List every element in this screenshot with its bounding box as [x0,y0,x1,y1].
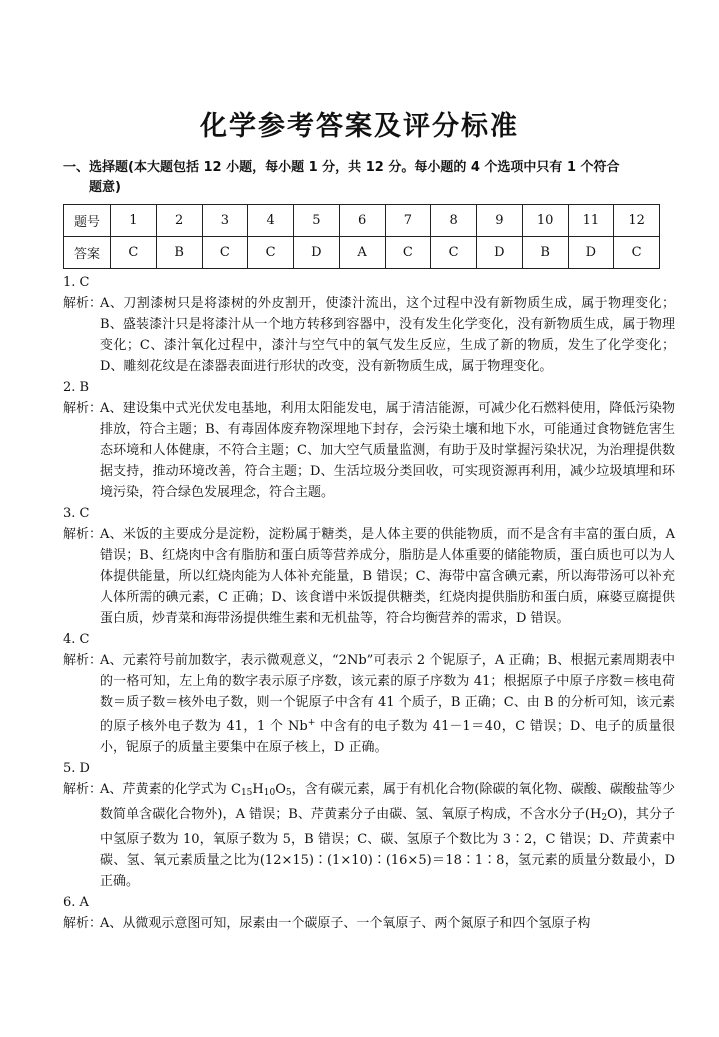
table-cell-number: 7 [385,205,431,237]
explanation-text: A、从微观示意图可知，尿素由一个碳原子、一个氧原子、两个氮原子和四个氢原子构 [100,916,591,931]
formula-subscript: 2 [601,813,608,823]
table-cell-answer: C [111,237,157,269]
table-cell-answer: B [156,237,202,269]
formula-subscript: 15 [240,788,253,798]
explanation-label: 解析： [63,782,103,797]
explanation-label: 解析： [63,527,103,542]
explanation-block [63,524,675,629]
table-cell-answer: D [294,237,340,269]
ion-charge-superscript: + [307,718,316,728]
table-cell-number: 3 [202,205,248,237]
explanation-label: 解析： [63,653,103,668]
answer-table [63,204,660,269]
explanation-text-part: ，含有碳元素，属于有机化合物(除碳的氧化物、碳酸、碳酸盐等少数简单含碳化合物外)，A 错误；B、芹黄素分子由碳、氢、氧原子构成，不含水分子(H [100,782,675,822]
explanations [63,272,675,934]
explanation-label: 解析： [63,401,103,416]
table-cell-number: 10 [522,205,568,237]
explanation-block [63,650,675,758]
section-heading [63,158,673,198]
question-number: 5. D [63,761,90,776]
explanation-block [63,779,675,892]
answer-table-number-row [64,205,660,237]
explanation-text: A、米饭的主要成分是淀粉，淀粉属于糖类，是人体主要的供能物质，而不是含有丰富的蛋白质，A 错误；B、红烧肉中含有脂肪和蛋白质等营养成分，脂肪是人体重要的储能物质，蛋白质也可以为人体提供能量，所以红烧肉能为人体补充能量，B 错误；C、海带中富含碘元素，所以海带汤可以补充人体所需的碘元素，C 正确；D、该食谱中米饭提供糖类，红烧肉提供脂肪和蛋白质，麻婆豆腐提供蛋白质，炒青菜和海带汤提供维生素和无机盐等，符合均衡营养的需求，D 错误。 [100,527,675,626]
question-number: 1. C [63,275,90,290]
table-cell-answer: A [339,237,385,269]
explanation-text [100,782,675,889]
table-cell-answer: C [385,237,431,269]
explanation-text-part: A、元素符号前加数字，表示微观意义，“2Nb”可表示 2 个铌原子，A 正确；B、根据元素周期表中的一格可知，左上角的数字表示原子序数，该元素的原子序数为 41；根据原子中原子序数＝核电荷数＝质子数＝核外电子数，则一个铌原子中含有 41 个质子，B 正确；C、由 B 的分析可知，该元素的原子核外电子数为 41，1 个 Nb [100,653,675,734]
question-number: 4. C [63,632,90,647]
question-number: 6. A [63,895,89,910]
explanation-text-part: H [252,782,264,797]
explanation-text-part: 中含有的电子数为 41－1＝40，C 错误；D、电子的质量很小，铌原子的质量主要集中在原子核上，D 正确。 [100,719,675,755]
explanation-label: 解析： [63,296,103,311]
explanation-text [100,653,675,755]
table-cell-number: 6 [339,205,385,237]
question-number: 3. C [63,506,90,521]
table-header-number: 题号 [64,205,111,237]
explanation-block [63,293,675,377]
explanation-block [63,398,675,503]
formula-subscript: 10 [263,788,276,798]
table-cell-answer: D [568,237,614,269]
table-cell-answer: D [477,237,523,269]
page-title: 化学参考答案及评分标准 [200,111,519,142]
section-heading-line: 一、选择题(本大题包括 12 小题，每小题 1 分，共 12 分。每小题的 4 个选项中只有 1 个符合 [63,160,620,175]
table-cell-number: 12 [614,205,660,237]
table-cell-number: 5 [294,205,340,237]
table-cell-number: 9 [477,205,523,237]
table-cell-number: 4 [248,205,294,237]
explanation-text: A、建设集中式光伏发电基地，利用太阳能发电，属于清洁能源，可减少化石燃料使用，降低污染物排放，符合主题；B、有毒固体废弃物深埋地下封存，会污染土壤和地下水，可能通过食物链危害生态环境和人体健康，不符合主题；C、加大空气质量监测，有助于及时掌握污染状况，为治理提供数据支持，推动环境改善，符合主题；D、生活垃圾分类回收，可实现资源再利用，减少垃圾填埋和环境污染，符合绿色发展理念，符合主题。 [100,401,675,500]
formula-subscript: 5 [285,788,292,798]
table-header-answer: 答案 [64,237,111,269]
table-cell-answer: B [522,237,568,269]
explanation-block [63,913,675,934]
table-cell-number: 1 [111,205,157,237]
table-cell-number: 2 [156,205,202,237]
table-cell-answer: C [614,237,660,269]
table-cell-answer: C [248,237,294,269]
section-heading-continuation: 题意) [89,180,121,195]
answer-table-answer-row [64,237,660,269]
table-cell-answer: C [202,237,248,269]
explanation-text-part: A、芹黄素的化学式为 C [100,782,241,797]
explanation-text-part: O [275,782,286,797]
explanation-label: 解析： [63,916,103,931]
table-cell-number: 8 [431,205,477,237]
explanation-text: A、刀割漆树只是将漆树的外皮割开，使漆汁流出，这个过程中没有新物质生成，属于物理变化；B、盛装漆汁只是将漆汁从一个地方转移到容器中，没有发生化学变化，没有新物质生成，属于物理变化；C、漆汁氧化过程中，漆汁与空气中的氧气发生反应，生成了新的物质，发生了化学变化；D、雕刻花纹是在漆器表面进行形状的改变，没有新物质生成，属于物理变化。 [100,296,675,374]
table-cell-answer: C [431,237,477,269]
question-number: 2. B [63,380,90,395]
table-cell-number: 11 [568,205,614,237]
explanation-text-part: O)，其分子中氢原子数为 10，氧原子数为 5，B 错误；C、碳、氢原子个数比为 3∶2，C 错误；D、芹黄素中碳、氢、氧元素质量之比为(12×15)∶(1×10)∶(16×5)＝18∶1∶8，氢元素的质量分数最小，D 正确。 [100,807,676,889]
